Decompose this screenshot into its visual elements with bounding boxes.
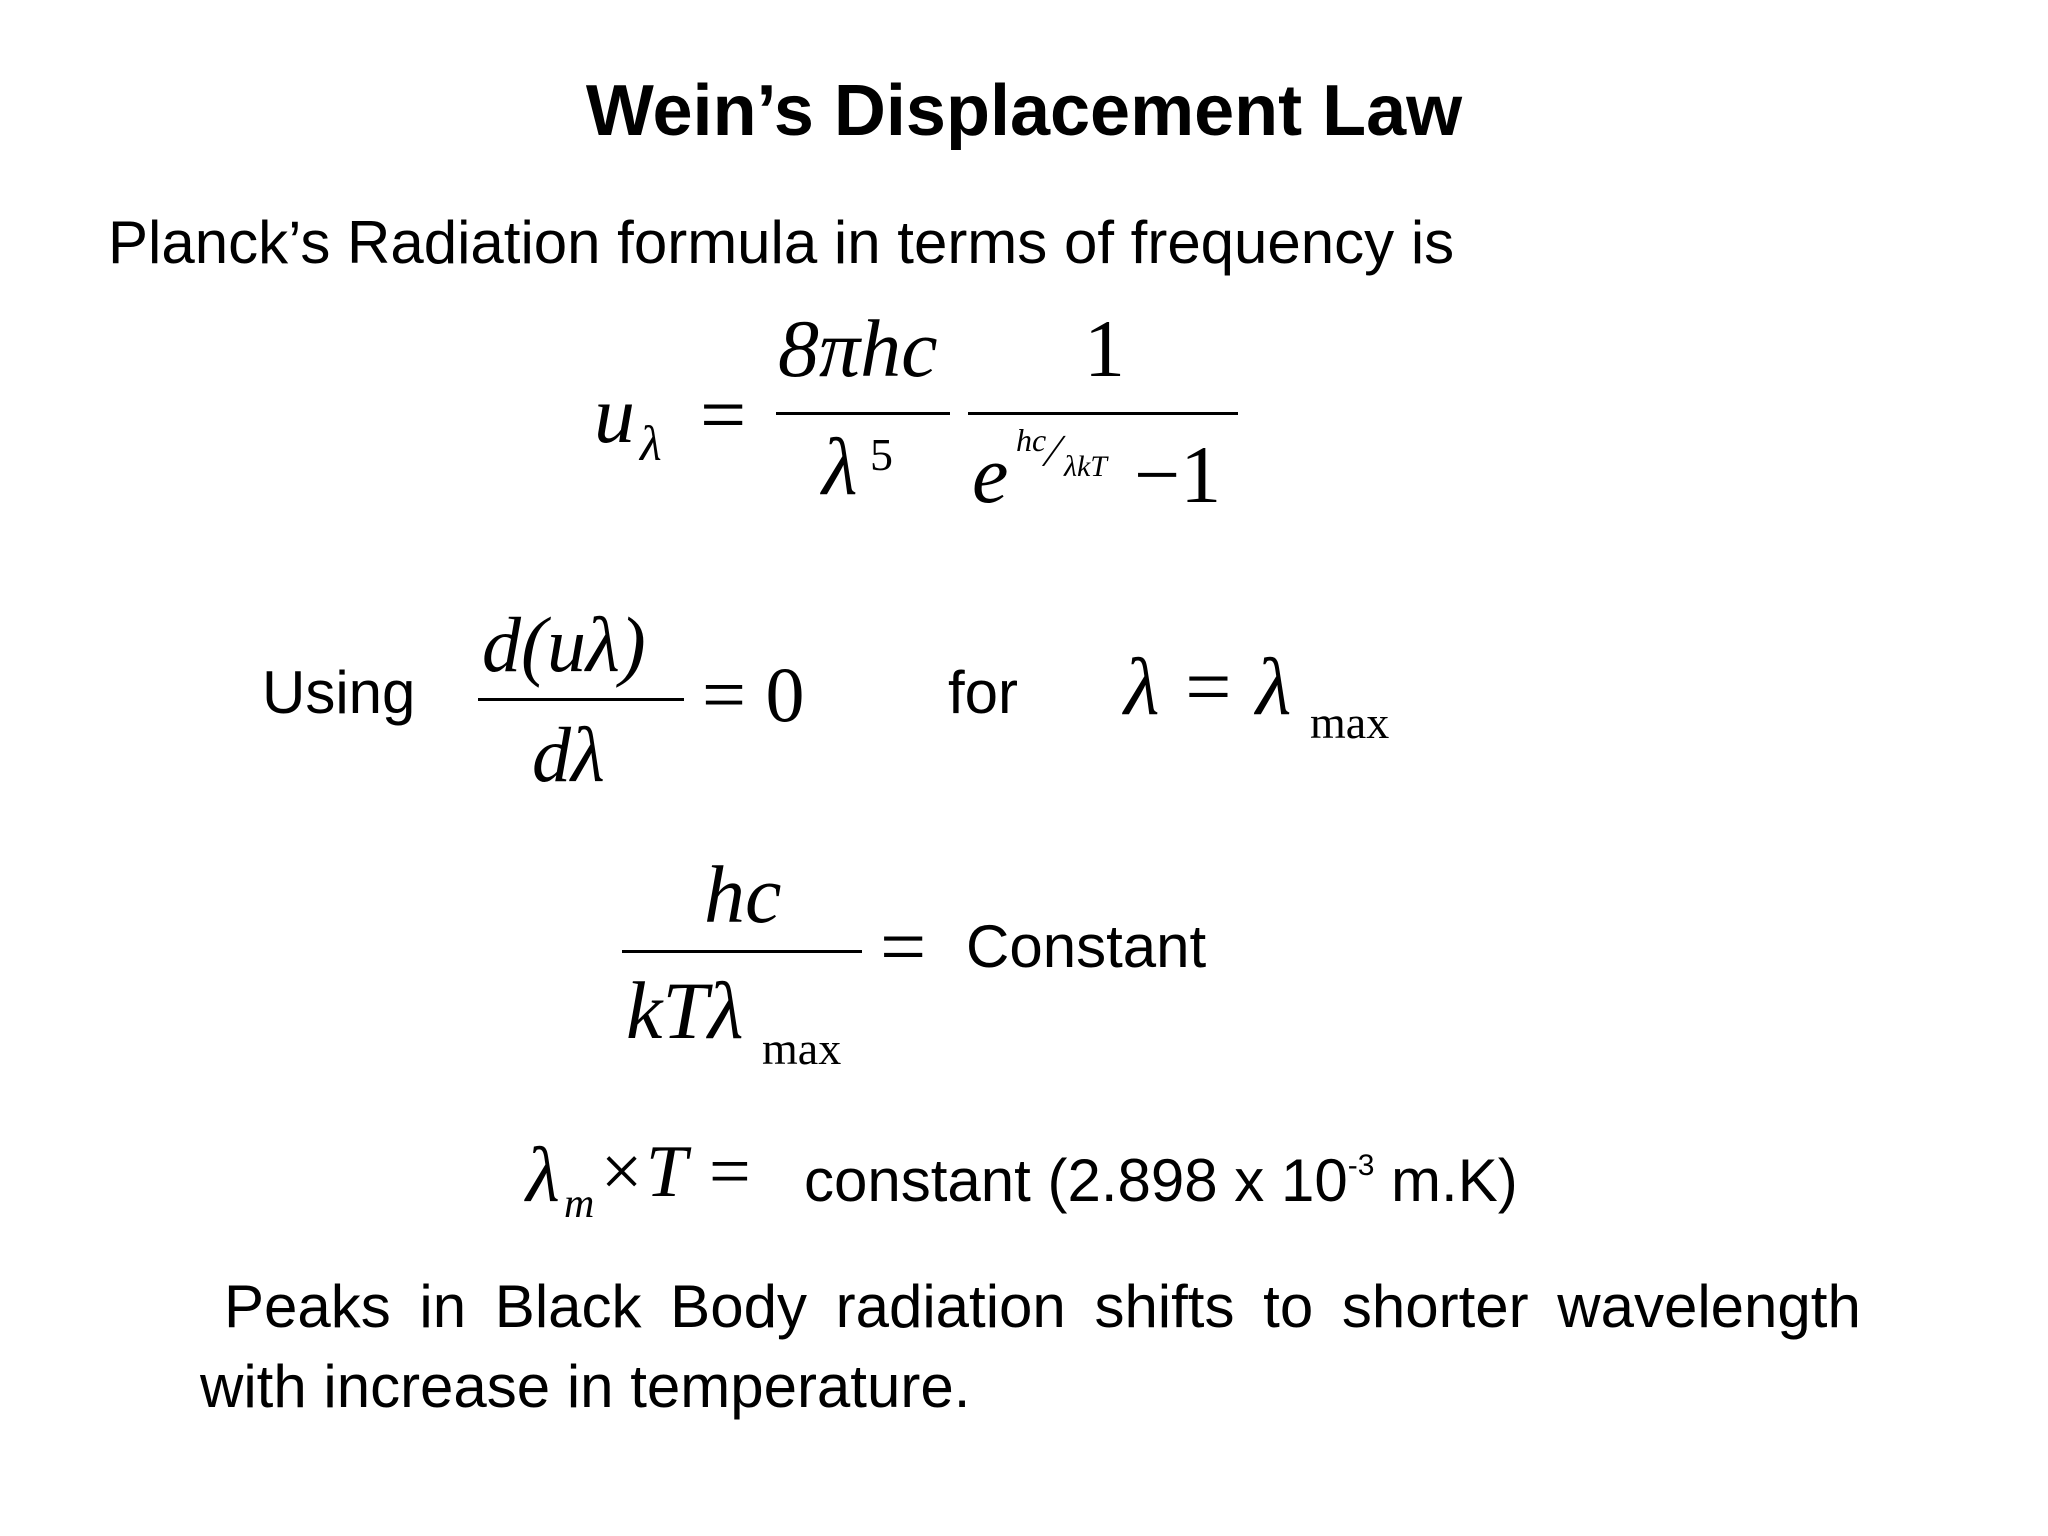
constant-equals: = (880, 901, 927, 992)
fraction2-numerator: 1 (1084, 303, 1125, 394)
constant-denominator: kTλ (626, 965, 744, 1056)
exp-slash: ∕ (1050, 425, 1058, 476)
lambda5-base: λ (822, 421, 858, 512)
times-T-equals: ×T = (596, 1131, 755, 1213)
derivative-rhs: = 0 (702, 651, 805, 738)
intro-text: Planck’s Radiation formula in terms of frequency is (108, 209, 1455, 276)
conclusion-line-1: Peaks in Black Body radiation shifts to shorter wavelength (224, 1273, 1861, 1340)
planck-equals: = (700, 369, 747, 460)
page-title: Wein’s Displacement Law (585, 71, 1463, 151)
derivative-numerator: d(uλ) (482, 601, 646, 688)
wien-exponent: -3 (1347, 1149, 1375, 1182)
lambda5-exponent: 5 (870, 429, 893, 480)
constant-den-sub: max (762, 1023, 842, 1074)
fraction1-bar (776, 412, 950, 415)
derivative-denominator: dλ (532, 711, 605, 798)
u-lambda-sub: λ (640, 415, 662, 471)
derivative-bar (478, 698, 684, 701)
exp-numerator: hc (1016, 422, 1047, 458)
fraction1-numerator: 8πhc (778, 303, 938, 394)
conclusion-line-2: with increase in temperature. (200, 1353, 971, 1420)
lambda-m: λ (526, 1131, 560, 1218)
lambda-max-sub: max (1310, 697, 1390, 748)
lambda-condition: λ = λ (1124, 641, 1292, 732)
fraction2-bar (968, 412, 1238, 415)
constant-bar (622, 950, 862, 953)
wien-constant-text: constant (2.898 x $10^{-3}$ m.K) (804, 1147, 1518, 1214)
u-lambda-var: u (594, 369, 635, 460)
lambda-m-sub: m (564, 1181, 595, 1227)
using-label: Using (262, 659, 416, 726)
exp-denominator: λkT (1064, 450, 1107, 483)
for-label: for (948, 659, 1019, 726)
exp-base: e (972, 429, 1009, 520)
constant-numerator: hc (704, 849, 782, 940)
minus-one: −1 (1134, 429, 1222, 520)
constant-label: Constant (966, 913, 1207, 980)
